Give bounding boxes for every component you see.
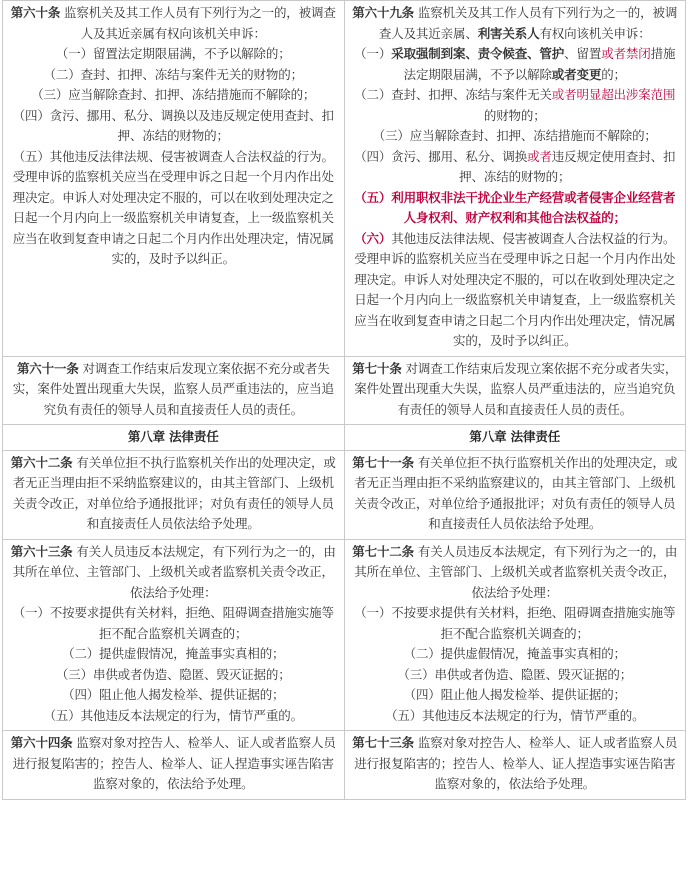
article-row [3, 356, 686, 425]
article-clause [350, 126, 681, 147]
text-segment: （四）贪污、挪用、私分、调换以及违反规定使用查封、扣押、冻结的财物的； [12, 107, 334, 143]
article-clause [8, 65, 339, 86]
article-clause [8, 147, 339, 168]
text-segment: （二）查封、扣押、冻结与案件无关的财物的； [43, 66, 303, 82]
amendment-text: （五）利用职权非法干扰企业生产经营或者侵害企业经营者人身权利、财产权利和其他合法权益的； [354, 189, 676, 225]
article-clause [350, 44, 681, 85]
article-clause [8, 706, 339, 727]
text-segment: 对调查工作结束后发现立案依据不充分或者失实，案件处置出现重大失误，监察人员严重违法的，应当追究负有责任的领导人员和直接责任人员的责任。 [354, 360, 678, 417]
old-version-cell [3, 425, 345, 451]
text-segment: 有关单位拒不执行监察机关作出的处理决定，或者无正当理由拒不采纳监察建议的，由其主管部门、上级机关责令改正，对单位给予通报批评；对负有责任的领导人员和直接责任人员依法给予处理。 [12, 454, 336, 531]
old-version-cell [3, 731, 345, 800]
text-segment: （五）其他违反法律法规、侵害被调查人合法权益的行为。 [12, 148, 334, 164]
article-text [350, 453, 681, 535]
article-row [3, 1, 686, 357]
text-segment: 第八章 法律责任 [127, 429, 219, 444]
text-segment: （一）不按要求提供有关材料，拒绝、阻碍调查措施实施等拒不配合监察机关调查的； [354, 605, 676, 641]
chapter-heading-row [3, 425, 686, 451]
text-segment: （三）应当解除查封、扣押、冻结措施而不解除的； [31, 87, 316, 102]
new-version-cell [344, 1, 686, 357]
amendment-text: （六） [354, 230, 392, 246]
article-text [8, 733, 339, 795]
text-segment: 措施法定期限届满，不予以解除 [403, 46, 676, 82]
amendment-text: 或者明显超出涉案范围 [551, 87, 676, 102]
text-segment: （一） [354, 46, 392, 61]
emphasis-text: 第六十条 [10, 5, 61, 20]
article-clause [8, 44, 339, 65]
text-segment: （一）留置法定期限届满，不予以解除的； [55, 46, 291, 61]
text-segment: （二）提供虚假情况，掩盖事实真相的； [403, 646, 626, 661]
law-comparison-table [2, 0, 686, 800]
text-segment: （三）应当解除查封、扣押、冻结措施而不解除的； [372, 128, 657, 143]
amendment-text: 或者 [527, 148, 552, 164]
new-version-cell [344, 450, 686, 539]
text-segment: 监察对象对控告人、检举人、证人或者监察人员进行报复陷害的；控告人、检举人、证人捏造事实诬告陷害监察对象的，依法给予处理。 [12, 735, 336, 791]
text-segment: （五）其他违反本法规定的行为，情节严重的。 [43, 707, 303, 723]
article-clause [350, 147, 681, 188]
article-text [350, 542, 681, 604]
article-clause [8, 106, 339, 147]
emphasis-text: 第七十三条 [352, 735, 415, 750]
emphasis-text: 第六十三条 [10, 543, 73, 559]
text-segment: 、留置 [564, 46, 602, 61]
article-clause [350, 188, 681, 229]
text-segment: 监察机关及其工作人员有下列行为之一的，被调查人及其近亲属、 [378, 5, 678, 41]
article-text [8, 453, 339, 535]
article-text [8, 359, 339, 421]
article-clause [350, 685, 681, 706]
emphasis-text: 第六十一条 [16, 360, 79, 376]
article-clause [8, 167, 339, 270]
text-segment: （五）其他违反本法规定的行为，情节严重的。 [385, 707, 645, 723]
text-segment: 监察对象对控告人、检举人、证人或者监察人员进行报复陷害的；控告人、检举人、证人捏造事实诬告陷害监察对象的，依法给予处理。 [354, 735, 678, 791]
article-clause [350, 644, 681, 665]
article-text [350, 359, 681, 421]
article-row [3, 450, 686, 539]
new-version-cell [344, 425, 686, 451]
article-clause [8, 603, 339, 644]
article-clause [350, 249, 681, 352]
text-segment: 对调查工作结束后发现立案依据不充分或者失实，案件处置出现重大失误，监察人员严重违法的，应当追究负有责任的领导人员和直接责任人员的责任。 [12, 360, 334, 417]
chapter-title [8, 427, 339, 448]
amendment-text: 或者禁闭 [601, 46, 651, 61]
emphasis-text: 或者变更 [551, 66, 602, 82]
text-segment: （四）阻止他人揭发检举、提供证据的； [62, 687, 285, 702]
new-version-cell [344, 356, 686, 425]
article-clause [350, 229, 681, 250]
article-row [3, 539, 686, 731]
text-segment: 受理申诉的监察机关应当在受理申诉之日起一个月内作出处理决定。申诉人对处理决定不服的，可以在收到处理决定之日起一个月内向上一级监察机关申请复查，上一级监察机关应当在收到复查申请之日起二个月内作出处理决定，情况属实的，及时予以纠正。 [354, 251, 676, 348]
article-clause [350, 665, 681, 686]
text-segment: 有关单位拒不执行监察机关作出的处理决定，或者无正当理由拒不采纳监察建议的，由其主管部门、上级机关责令改正，对单位给予通报批评；对负有责任的领导人员和直接责任人员依法给予处理。 [354, 454, 678, 531]
text-segment: （二）提供虚假情况，掩盖事实真相的； [62, 646, 285, 661]
text-segment: 有权向该机关申诉： [539, 25, 651, 41]
text-segment: （二）查封、扣押、冻结与案件无关 [354, 87, 552, 102]
old-version-cell [3, 539, 345, 731]
text-segment: 有关人员违反本法规定，有下列行为之一的，由其所在单位、主管部门、上级机关或者监察机关责令改正，依法给予处理： [354, 543, 678, 600]
text-segment: 的； [601, 66, 626, 82]
new-version-cell [344, 539, 686, 731]
old-version-cell [3, 450, 345, 539]
text-segment: 第八章 法律责任 [469, 429, 561, 444]
article-row [3, 731, 686, 800]
comparison-table-body [3, 1, 686, 800]
article-clause [350, 603, 681, 644]
text-segment: （三）串供或者伪造、隐匿、毁灭证据的； [397, 666, 633, 682]
text-segment: （三）串供或者伪造、隐匿、毁灭证据的； [55, 666, 291, 682]
article-text [8, 3, 339, 44]
text-segment: 违反规定使用查封、扣押、冻结的财物的； [459, 148, 676, 184]
emphasis-text: 利害关系人 [477, 25, 540, 41]
emphasis-text: 第六十四条 [10, 735, 73, 750]
chapter-title [350, 427, 681, 448]
article-text [350, 733, 681, 795]
article-clause [8, 665, 339, 686]
old-version-cell [3, 356, 345, 425]
emphasis-text: 采取强制到案、责令候查、管护 [391, 46, 565, 61]
article-clause [8, 85, 339, 106]
text-segment: （四）阻止他人揭发检举、提供证据的； [403, 687, 626, 702]
text-segment: 受理申诉的监察机关应当在受理申诉之日起一个月内作出处理决定。申诉人对处理决定不服的，可以在收到处理决定之日起一个月内向上一级监察机关申请复查，上一级监察机关应当在收到复查申请之日起二个月内作出处理决定，情况属实的，及时予以纠正。 [12, 169, 334, 266]
new-version-cell [344, 731, 686, 800]
emphasis-text: 第七十条 [352, 360, 402, 376]
text-segment: （四）贪污、挪用、私分、调换 [354, 148, 528, 164]
text-segment: 的财物的； [483, 107, 546, 123]
article-clause [8, 644, 339, 665]
article-clause [8, 685, 339, 706]
article-clause [350, 85, 681, 126]
emphasis-text: 第七十二条 [352, 543, 415, 559]
text-segment: 监察机关及其工作人员有下列行为之一的，被调查人及其近亲属有权向该机关申诉： [60, 5, 336, 41]
article-text [8, 542, 339, 604]
emphasis-text: 第六十二条 [10, 454, 73, 470]
text-segment: 其他违反法律法规、侵害被调查人合法权益的行为。 [391, 230, 676, 246]
old-version-cell [3, 1, 345, 357]
text-segment: （一）不按要求提供有关材料，拒绝、阻碍调查措施实施等拒不配合监察机关调查的； [12, 605, 334, 641]
emphasis-text: 第六十九条 [352, 5, 415, 20]
article-clause [350, 706, 681, 727]
article-text [350, 3, 681, 44]
emphasis-text: 第七十一条 [352, 454, 415, 470]
text-segment: 有关人员违反本法规定，有下列行为之一的，由其所在单位、主管部门、上级机关或者监察机关责令改正，依法给予处理： [12, 543, 336, 600]
